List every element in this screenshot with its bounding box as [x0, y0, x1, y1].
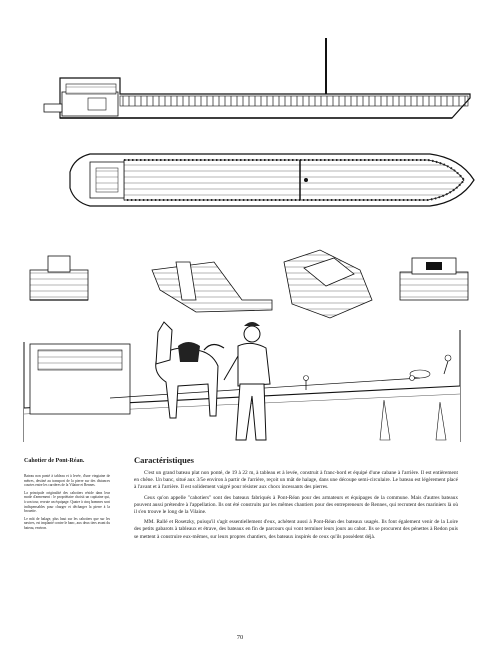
article-paragraph: MM. Rallé et Rosetzky, puisqu'il s'agit essentiellement d'eux, achètent aussi à Pont-Réan des bateaux usagés. Ils font également venir de la Loire des petits gabarots à tableaux et étrave, des bateaux en fin de parcours qui vont terminer leurs jours au cahot. Ils se procurent des pénettes à Redon puis se mettent à construire eux-mêmes, sur leurs propres chantiers, des bateaux inspirés de ceux qu'ils possèdent déjà. — [134, 519, 458, 540]
section-title: Caractéristiques — [134, 455, 194, 465]
bow-levee-sketch — [152, 262, 272, 312]
figure-caption-title: Cahotier de Pont-Réan. — [24, 458, 85, 464]
article-paragraph: C'est un grand bateau plat non ponté, de 19 à 22 m, à tableau et à levée, construit à franc-bord et équipé d'une cabane à l'arrière. Il est entièrement en chêne. Un banc, situé aux 3/5e environ à partir de l'arrière, reçoit un mât de halage, dans une découpe semi-circulaire. Le bateau est légèrement placé à l'avant et à l'arrière. Il est solidement vaigré pour résister aux chocs incessants des pierres. — [134, 470, 458, 491]
hull-cutaway-sketch — [284, 250, 372, 318]
boat-plan-view — [70, 154, 474, 206]
towing-scene-illustration — [24, 322, 460, 442]
article-body — [134, 470, 458, 544]
caption-note: La principale originalité des cahotiers réside dans leur mode d'armement : le propriétaire choisit un capitaine qui, à son tour, recrute un équipage. Quatre à cinq hommes sont indispensables pour charger et décharger la pierre à la brouette. — [24, 490, 110, 514]
boat-side-elevation — [44, 38, 470, 118]
cabin-section-sketch — [30, 256, 88, 300]
article-paragraph: Ceux qu'on appelle "cahotiers" sont des bateaux fabriqués à Pont-Réan pour des armateurs et équipages de la commune. Mais d'autres bateaux pouvent aussi prétendre à l'appellation. Ils ont été construits par les mêmes chantiers pour des entrepreneurs de Rennes, qui recrutent des mariniers là où il s'en trouve le long de la Vilaine. — [134, 494, 458, 516]
distant-figures — [304, 355, 452, 390]
caption-note: Bateau non ponté à tableau et à levée, d'une vingtaine de mètres, destiné au transport de la pierre sur des distances courtes entre les carrières de la Vilaine et Rennes. — [24, 474, 110, 488]
page-number: 70 — [236, 634, 244, 641]
figure-caption-notes — [24, 474, 110, 533]
caption-note: Le mât de halage, plus haut sur les cahotiers que sur les navires, est implanté contre le banc, aux deux tiers avant du bateau, environ. — [24, 516, 110, 531]
stern-section-sketch — [400, 258, 468, 300]
